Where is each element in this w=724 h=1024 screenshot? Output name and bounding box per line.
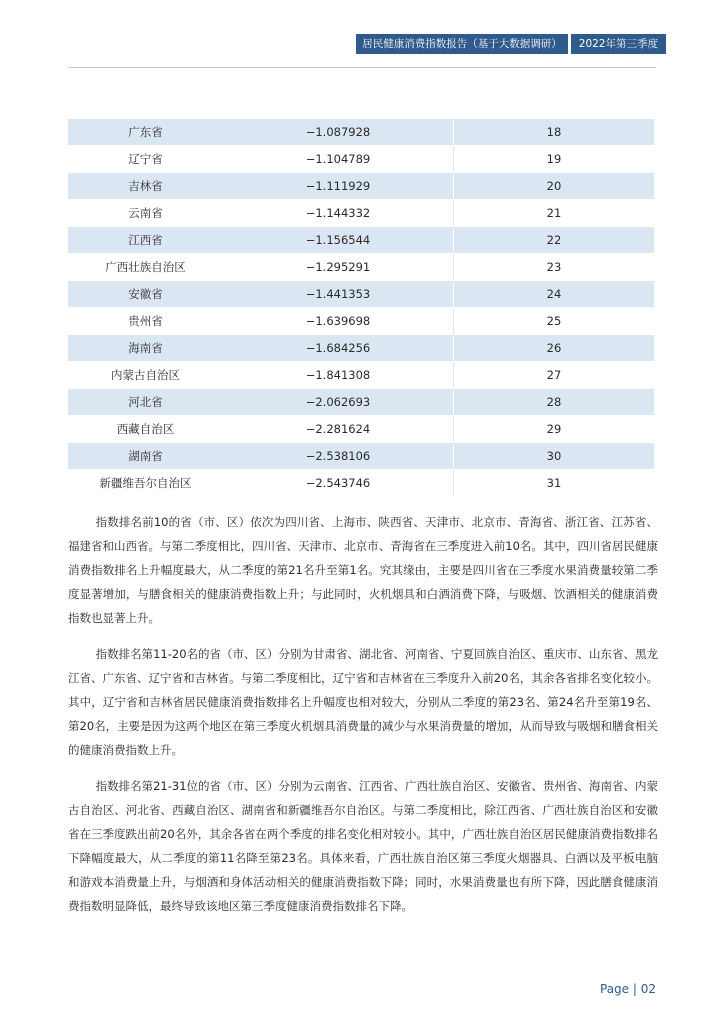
table-row [68, 335, 654, 362]
rank-cell: 19 [454, 146, 655, 173]
rank-cell: 18 [454, 119, 655, 146]
index-value-cell: −2.062693 [223, 389, 454, 416]
rank-cell: 26 [454, 335, 655, 362]
province-cell: 吉林省 [68, 173, 223, 200]
province-cell: 西藏自治区 [68, 416, 223, 443]
index-value-cell: −1.684256 [223, 335, 454, 362]
index-value-cell: −2.543746 [223, 470, 454, 497]
province-cell: 贵州省 [68, 308, 223, 335]
province-cell: 安徽省 [68, 281, 223, 308]
rank-cell: 25 [454, 308, 655, 335]
index-value-cell: −1.104789 [223, 146, 454, 173]
table-row [68, 119, 654, 146]
report-header [356, 34, 666, 54]
index-value-cell: −1.295291 [223, 254, 454, 281]
rank-cell: 20 [454, 173, 655, 200]
body-text [68, 510, 658, 930]
rank-cell: 29 [454, 416, 655, 443]
table-row [68, 254, 654, 281]
table-row [68, 416, 654, 443]
table-row [68, 281, 654, 308]
rank-cell: 24 [454, 281, 655, 308]
index-value-cell: −1.111929 [223, 173, 454, 200]
rank-cell: 22 [454, 227, 655, 254]
index-value-cell: −1.841308 [223, 362, 454, 389]
index-value-cell: −1.156544 [223, 227, 454, 254]
rank-cell: 27 [454, 362, 655, 389]
index-value-cell: −2.281624 [223, 416, 454, 443]
rank-cell: 30 [454, 443, 655, 470]
report-period: 2022年第三季度 [571, 34, 666, 54]
ranking-table [68, 118, 654, 496]
index-value-cell: −1.441353 [223, 281, 454, 308]
province-cell: 河北省 [68, 389, 223, 416]
table-row [68, 443, 654, 470]
index-value-cell: −1.087928 [223, 119, 454, 146]
paragraph-rank21-31: 指数排名第21-31位的省（市、区）分别为云南省、江西省、广西壮族自治区、安徽省、贵州省、海南省、内蒙古自治区、河北省、西藏自治区、湖南省和新疆维吾尔自治区。与第二季度相比，除江西省、广西壮族自治区和安徽省在三季度跌出前20名外，其余各省在两个季度的排名变化相对较小。其中，广西壮族自治区居民健康消费指数排名下降幅度最大，从二季度的第11名降至第23名。具体来看，广西壮族自治区第三季度火烟器具、白酒以及平板电脑和游戏本消费量上升，与烟酒和身体活动相关的健康消费指数下降；同时，水果消费量也有所下降，因此膳食健康消费指数明显降低，最终导致该地区第三季度健康消费指数排名下降。 [68, 779, 659, 913]
rank-cell: 28 [454, 389, 655, 416]
report-title: 居民健康消费指数报告（基于大数据调研） [356, 34, 568, 54]
table-row [68, 308, 654, 335]
table-row [68, 200, 654, 227]
table-row [68, 173, 654, 200]
province-cell: 广东省 [68, 119, 223, 146]
table-row [68, 389, 654, 416]
province-cell: 内蒙古自治区 [68, 362, 223, 389]
index-value-cell: −1.144332 [223, 200, 454, 227]
province-cell: 新疆维吾尔自治区 [68, 470, 223, 497]
province-cell: 云南省 [68, 200, 223, 227]
table-row [68, 362, 654, 389]
province-cell: 广西壮族自治区 [68, 254, 223, 281]
paragraph-rank11-20: 指数排名第11-20名的省（市、区）分别为甘肃省、湖北省、河南省、宁夏回族自治区、重庆市、山东省、黑龙江省、广东省、辽宁省和吉林省。与第二季度相比，辽宁省和吉林省在三季度升入前20名，其余各省排名变化较小。其中，辽宁省和吉林省居民健康消费指数排名上升幅度也相对较大，分别从二季度的第23名、第24名升至第19名、第20名，主要是因为这两个地区在第三季度火机烟具消费量的减少与水果消费量的增加，从而导致与吸烟和膳食相关的健康消费指数上升。 [68, 647, 659, 757]
table-row [68, 146, 654, 173]
table-row [68, 470, 654, 497]
page-number: Page | 02 [600, 982, 656, 996]
province-cell: 湖南省 [68, 443, 223, 470]
rank-cell: 23 [454, 254, 655, 281]
rank-cell: 31 [454, 470, 655, 497]
table-row [68, 227, 654, 254]
rank-cell: 21 [454, 200, 655, 227]
paragraph-top10: 指数排名前10的省（市、区）依次为四川省、上海市、陕西省、天津市、北京市、青海省、浙江省、江苏省、福建省和山西省。与第二季度相比，四川省、天津市、北京市、青海省在三季度进入前10名。其中，四川省居民健康消费指数排名上升幅度最大，从二季度的第21名升至第1名。究其缘由，主要是四川省在三季度水果消费量较第二季度显著增加，与膳食相关的健康消费指数上升；与此同时，火机烟具和白酒消费下降，与吸烟、饮酒相关的健康消费指数也显著上升。 [68, 515, 658, 625]
index-value-cell: −2.538106 [223, 443, 454, 470]
header-divider [68, 67, 656, 68]
province-cell: 海南省 [68, 335, 223, 362]
province-cell: 辽宁省 [68, 146, 223, 173]
province-cell: 江西省 [68, 227, 223, 254]
index-value-cell: −1.639698 [223, 308, 454, 335]
